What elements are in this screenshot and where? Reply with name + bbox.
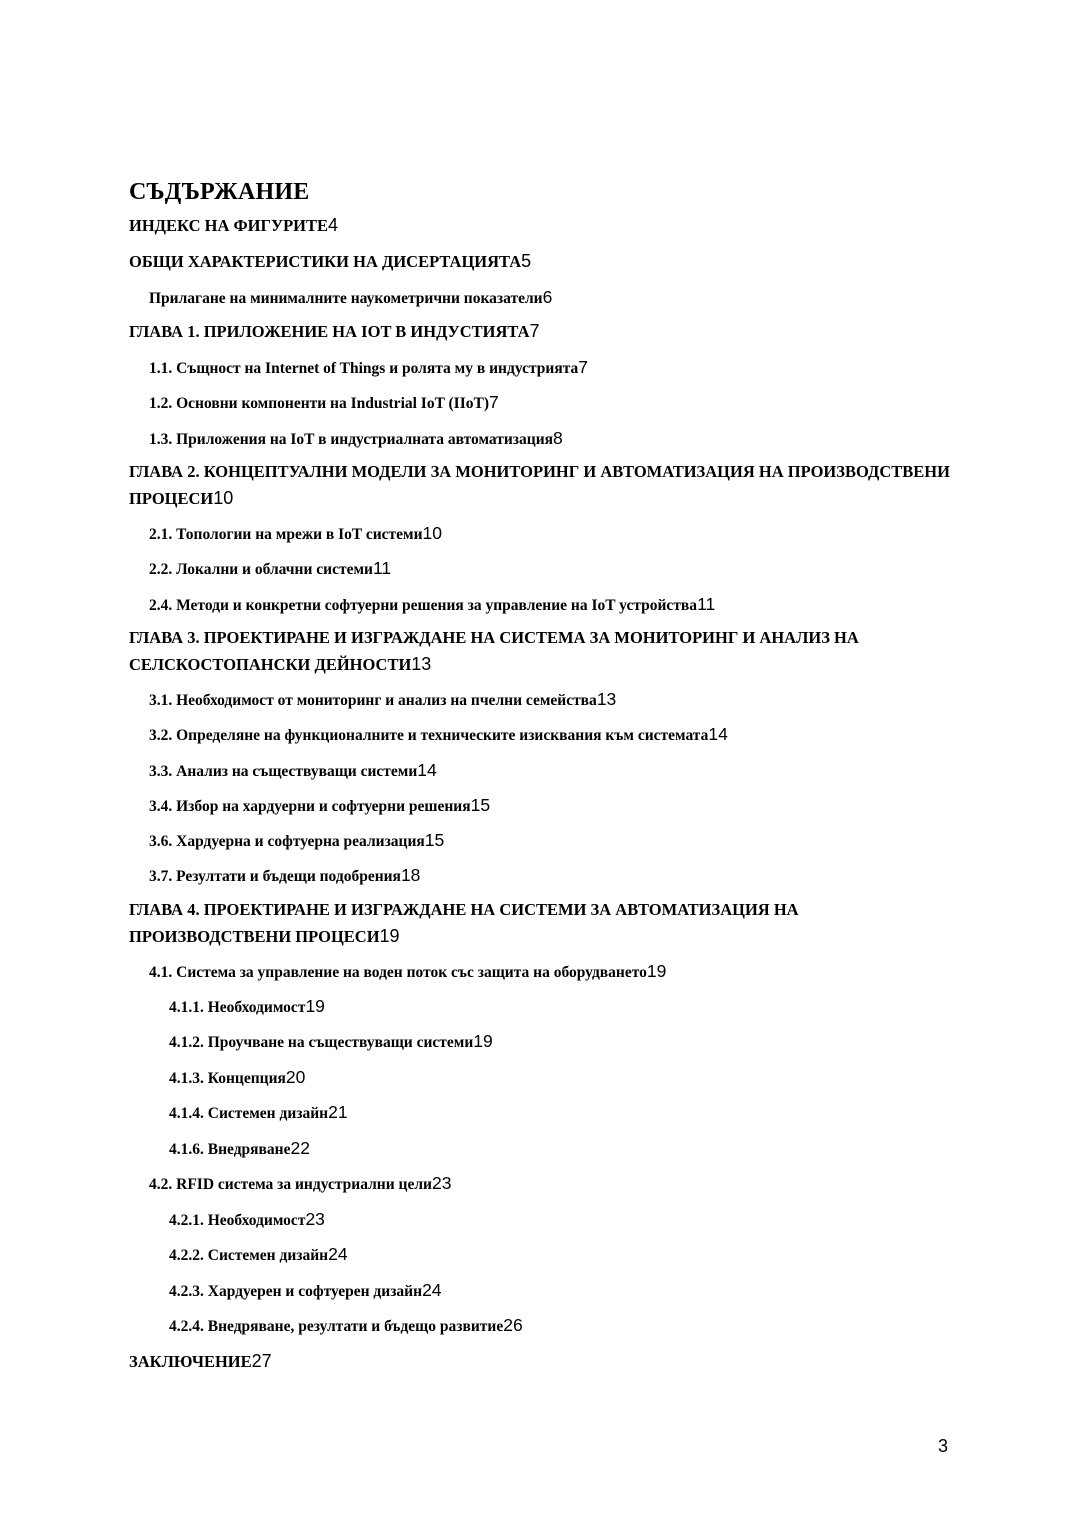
toc-entry[interactable]: [149, 354, 900, 382]
toc-entry-title: 2.2. Локални и облачни системи: [149, 561, 373, 578]
toc-entry-page: 26: [503, 1315, 523, 1335]
toc-entry-page: 19: [305, 996, 325, 1016]
toc-entry-page: 10: [422, 523, 442, 543]
toc-entry-title: 4.2. RFID система за индустриални цели: [149, 1176, 432, 1193]
toc-entry[interactable]: [169, 1312, 900, 1340]
toc-entry[interactable]: [129, 1348, 959, 1375]
toc-entry-page: 18: [400, 865, 421, 885]
toc-entry-page: 19: [646, 961, 667, 981]
toc-entry[interactable]: [169, 1206, 900, 1234]
toc-entry-page: 4: [328, 215, 339, 235]
toc-entry[interactable]: [149, 757, 900, 785]
toc-entry[interactable]: [169, 1277, 900, 1305]
toc-entry-page: 23: [305, 1209, 325, 1229]
toc-entry-title: 3.4. Избор на хардуерни и софтуерни решения: [149, 798, 471, 815]
toc-entry[interactable]: [149, 958, 900, 986]
toc-entry-title: 4.1.6. Внедряване: [169, 1141, 291, 1158]
toc-entry-page: 7: [489, 392, 499, 412]
toc-entry-title: 2.1. Топологии на мрежи в IoT системи: [149, 526, 423, 543]
toc-entry[interactable]: [149, 425, 900, 453]
toc-entry-page: 21: [328, 1102, 348, 1122]
toc-entry[interactable]: [129, 625, 959, 678]
toc-entry[interactable]: [169, 1064, 900, 1092]
toc-entry-title: 4.1.3. Концепция: [169, 1070, 286, 1087]
toc-entry[interactable]: [129, 212, 959, 239]
toc-entry[interactable]: [149, 284, 900, 312]
toc-entry[interactable]: [149, 827, 900, 855]
toc-entry-page: 22: [290, 1138, 310, 1158]
toc-entry-page: 13: [596, 689, 617, 709]
toc-entry-title: ИНДЕКС НА ФИГУРИТЕ: [129, 216, 329, 235]
toc-entry-page: 24: [422, 1280, 442, 1300]
toc-entry-title: 4.1. Система за управление на воден поток със защита на оборудването: [149, 964, 647, 981]
toc-entry[interactable]: [149, 686, 900, 714]
toc-entry[interactable]: [149, 591, 900, 619]
toc-entry-title: 3.2. Определяне на функционалните и техническите изисквания към системата: [149, 727, 709, 744]
toc-entry[interactable]: [129, 897, 959, 950]
toc-entry[interactable]: [149, 792, 900, 820]
toc-entry-title: ГЛАВА 2. КОНЦЕПТУАЛНИ МОДЕЛИ ЗА МОНИТОРИНГ И АВТОМАТИЗАЦИЯ НА ПРОИЗВОДСТВЕНИ ПРОЦЕСИ: [129, 462, 950, 508]
toc-entry-page: 11: [697, 594, 716, 614]
toc-entry[interactable]: [169, 1028, 900, 1056]
toc-entry-title: 4.2.3. Хардуерен и софтуерен дизайн: [169, 1283, 423, 1300]
toc-entry-page: 10: [213, 488, 234, 508]
toc-entry[interactable]: [169, 1135, 900, 1163]
toc-entry[interactable]: [169, 1241, 900, 1269]
toc-entry[interactable]: [149, 862, 900, 890]
toc-entry-title: 3.7. Резултати и бъдещи подобрения: [149, 868, 401, 885]
toc-entry-title: ЗАКЛЮЧЕНИЕ: [129, 1352, 252, 1371]
toc-entry-title: 4.1.2. Проучване на съществуващи системи: [169, 1034, 474, 1051]
toc-entry[interactable]: [149, 520, 900, 548]
toc-entry-page: 19: [473, 1031, 493, 1051]
toc-entry[interactable]: [149, 1170, 900, 1198]
toc-entry-title: 4.2.4. Внедряване, резултати и бъдещо развитие: [169, 1318, 504, 1335]
toc-entry-page: 15: [470, 795, 491, 815]
toc-entry-page: 6: [542, 287, 553, 307]
toc-entry-page: 7: [578, 357, 588, 377]
toc-entry-title: 4.1.1. Необходимост: [169, 999, 306, 1016]
toc-entry-title: 3.1. Необходимост от мониторинг и анализ на пчелни семейства: [149, 692, 597, 709]
toc-entry-title: 1.3. Приложения на IoT в индустриалната автоматизация: [149, 431, 554, 448]
toc-entry-title: ГЛАВА 4. ПРОЕКТИРАНЕ И ИЗГРАЖДАНЕ НА СИСТЕМИ ЗА АВТОМАТИЗАЦИЯ НА ПРОИЗВОДСТВЕНИ ПРОЦЕСИ: [129, 900, 799, 946]
toc-entry-title: 2.4. Методи и конкретни софтуерни решения за управление на IoT устройства: [149, 597, 698, 614]
toc-entry-title: Прилагане на минималните наукометрични показатели: [149, 290, 543, 307]
toc-entry-title: ГЛАВА 1. ПРИЛОЖЕНИЕ НА IOT В ИНДУСТИЯТА: [129, 322, 530, 341]
toc-entry-page: 20: [285, 1067, 306, 1087]
toc-entry-page: 14: [708, 724, 728, 744]
toc-entry[interactable]: [169, 1099, 900, 1127]
toc-entry-title: 1.2. Основни компоненти на Industrial IoT (IIoT): [149, 395, 489, 412]
toc-entry[interactable]: [149, 555, 900, 583]
toc-entry-title: 4.2.2. Системен дизайн: [169, 1247, 329, 1264]
toc-entry-page: 15: [424, 830, 445, 850]
toc-entry-title: 3.6. Хардуерна и софтуерна реализация: [149, 833, 425, 850]
toc-entry[interactable]: [129, 318, 959, 345]
toc-entry-title: 4.2.1. Необходимост: [169, 1212, 306, 1229]
toc-entry[interactable]: [129, 248, 959, 275]
toc-entry-page: 23: [431, 1173, 452, 1193]
page-number: 3: [938, 1436, 949, 1456]
toc-entry-page: 14: [417, 760, 437, 780]
toc-entry-page: 24: [328, 1244, 348, 1264]
toc-entry-page: 19: [379, 926, 400, 946]
toc-entry[interactable]: [149, 389, 900, 417]
toc-entry[interactable]: [149, 721, 900, 749]
toc-entry[interactable]: [169, 993, 900, 1021]
toc-title: СЪДЪРЖАНИЕ: [129, 179, 310, 205]
toc-entry-page: 5: [521, 251, 532, 271]
toc-entry-page: 27: [251, 1351, 272, 1371]
toc-entry-page: 11: [372, 558, 392, 578]
toc-entry-title: 1.1. Същност на Internet of Things и ролята му в индустрията: [149, 360, 579, 377]
toc-entry-page: 7: [529, 321, 540, 341]
toc-entry-title: ГЛАВА 3. ПРОЕКТИРАНЕ И ИЗГРАЖДАНЕ НА СИСТЕМА ЗА МОНИТОРИНГ И АНАЛИЗ НА СЕЛСКОСТОПАНСКИ ДЕЙНОСТИ: [129, 628, 859, 674]
toc-entry-title: 4.1.4. Системен дизайн: [169, 1105, 329, 1122]
toc-entry-page: 8: [553, 428, 563, 448]
toc-entry-title: ОБЩИ ХАРАКТЕРИСТИКИ НА ДИСЕРТАЦИЯТА: [129, 252, 522, 271]
toc-entry[interactable]: [129, 459, 959, 512]
toc-entry-title: 3.3. Анализ на съществуващи системи: [149, 763, 418, 780]
toc-entry-page: 13: [411, 654, 432, 674]
